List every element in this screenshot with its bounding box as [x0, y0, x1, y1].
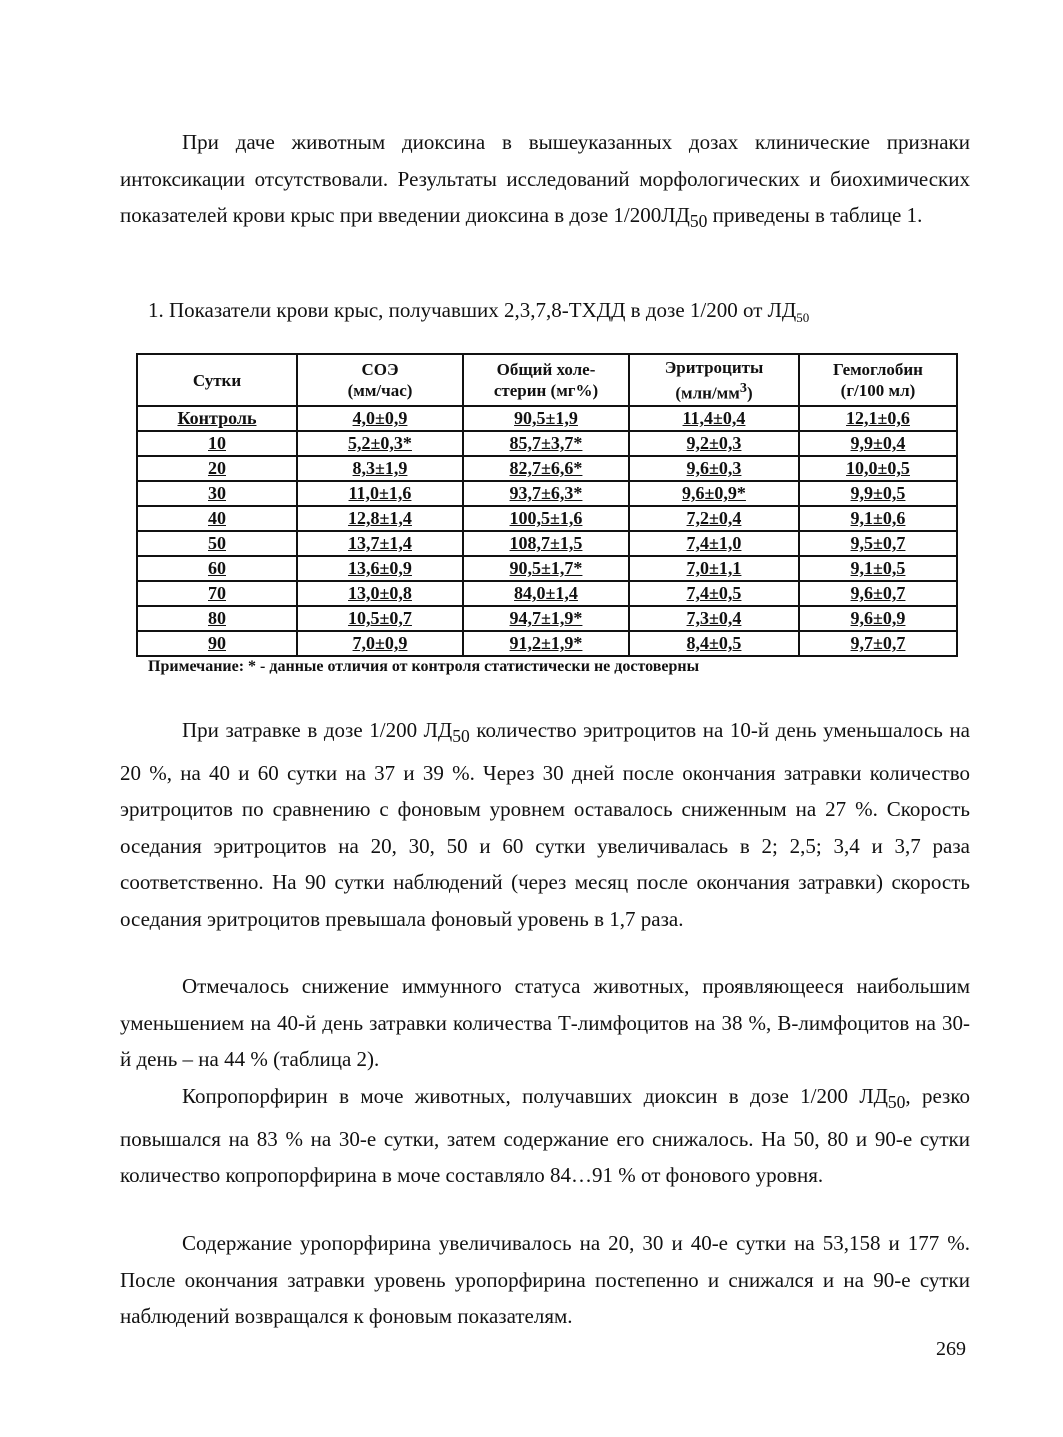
cell-day: 40	[137, 506, 297, 531]
cell-chol: 90,5±1,9	[463, 406, 629, 431]
table-row	[137, 481, 957, 506]
cell-day: 50	[137, 531, 297, 556]
cell-day: 30	[137, 481, 297, 506]
cell-chol: 108,7±1,5	[463, 531, 629, 556]
table-row	[137, 606, 957, 631]
table-row	[137, 581, 957, 606]
table-row	[137, 556, 957, 581]
cell-esr: 4,0±0,9	[297, 406, 463, 431]
page-number: 269	[936, 1338, 966, 1360]
cell-esr: 13,6±0,9	[297, 556, 463, 581]
header-erythrocytes: Эритроциты $(млн/мм^3)$	[629, 354, 799, 406]
cell-esr: 13,7±1,4	[297, 531, 463, 556]
cell-rbc: 7,4±0,5	[629, 581, 799, 606]
cell-hgb: 12,1±0,6	[799, 406, 957, 431]
cell-esr: 8,3±1,9	[297, 456, 463, 481]
cell-rbc: 11,4±0,4	[629, 406, 799, 431]
header-cholesterol: Общий холе- стерин (мг%)	[463, 354, 629, 406]
cell-day: Контроль	[137, 406, 297, 431]
cell-chol: 94,7±1,9*	[463, 606, 629, 631]
cell-hgb: 9,1±0,5	[799, 556, 957, 581]
cell-chol: 84,0±1,4	[463, 581, 629, 606]
cell-chol: 100,5±1,6	[463, 506, 629, 531]
cell-hgb: 9,9±0,4	[799, 431, 957, 456]
cell-rbc: 7,0±1,1	[629, 556, 799, 581]
table-row	[137, 631, 957, 656]
cell-chol: 93,7±6,3*	[463, 481, 629, 506]
paragraph-uroporphyrin: Содержание уропорфирина увеличивалось на 20, 30 и 40-е сутки на 53,158 и 177 %. После окончания затравки уровень уропорфирина постепенно и снижался и на 90-е сутки наблюдений возвращался к фоновым показателям.	[120, 1231, 970, 1328]
header-day: Сутки	[137, 354, 297, 406]
table-row	[137, 456, 957, 481]
cell-day: 90	[137, 631, 297, 656]
cell-esr: 12,8±1,4	[297, 506, 463, 531]
cell-chol: 82,7±6,6*	[463, 456, 629, 481]
cell-esr: 7,0±0,9	[297, 631, 463, 656]
cell-hgb: 10,0±0,5	[799, 456, 957, 481]
cell-day: 60	[137, 556, 297, 581]
cell-rbc: 9,6±0,3	[629, 456, 799, 481]
table-caption: 1. Показатели крови крыс, получавших 2,3,7,8-ТХДД в дозе 1/200 от $ЛД_{50}$	[148, 298, 810, 326]
table-note: Примечание: * - данные отличия от контроля статистически не достоверны	[148, 658, 700, 675]
cell-hgb: 9,1±0,6	[799, 506, 957, 531]
cell-rbc: 7,4±1,0	[629, 531, 799, 556]
paragraph-erythrocytes: При затравке в дозе 1/200 $ЛД_{50}$ количество эритроцитов на 10-й день уменьшалось на 20 %, на 40 и 60 сутки на 37 и 39 %. Через 30 дней после окончания затравки количество эритроцитов по сравнению с фоновым уровнем оставалось сниженным на 27 %. Скорость оседания эритроцитов на 20, 30, 50 и 60 сутки увеличивалась в 2; 2,5; 3,4 и 3,7 раза соответственно. На 90 сутки наблюдений (через месяц после окончания затравки) скорость оседания эритроцитов превышала фоновый уровень в 1,7 раза.	[120, 718, 971, 931]
cell-esr: 5,2±0,3*	[297, 431, 463, 456]
table-body	[137, 406, 957, 656]
table-row	[137, 431, 957, 456]
cell-rbc: 7,3±0,4	[629, 606, 799, 631]
intro-paragraph: При даче животным диоксина в вышеуказанных дозах клинические признаки интоксикации отсутствовали. Результаты исследований морфологических и биохимических показателей крови крыс при введении диоксина в дозе $1/200ЛД_{50}$ приведены в таблице 1.	[120, 130, 970, 232]
table-row	[137, 406, 957, 431]
cell-hgb: 9,5±0,7	[799, 531, 957, 556]
cell-esr: 13,0±0,8	[297, 581, 463, 606]
cell-chol: 91,2±1,9*	[463, 631, 629, 656]
cell-hgb: 9,9±0,5	[799, 481, 957, 506]
cell-rbc: 9,2±0,3	[629, 431, 799, 456]
cell-hgb: 9,6±0,7	[799, 581, 957, 606]
cell-esr: 11,0±1,6	[297, 481, 463, 506]
cell-chol: 90,5±1,7*	[463, 556, 629, 581]
intro-subscript: 50	[689, 211, 708, 232]
cell-esr: 10,5±0,7	[297, 606, 463, 631]
table-row	[137, 506, 957, 531]
paragraph-coproporphyrin: Копропорфирин в моче животных, получавших диоксин в дозе 1/200 $ЛД_{50}$, резко повышался на 83 % на 30-е сутки, затем содержание его снижалось. На 50, 80 и 90-е сутки количество копропорфирина в моче составляло 84…91 % от фонового уровня.	[120, 1084, 970, 1188]
cell-rbc: 8,4±0,5	[629, 631, 799, 656]
cell-day: 10	[137, 431, 297, 456]
cell-day: 80	[137, 606, 297, 631]
cell-rbc: 9,6±0,9*	[629, 481, 799, 506]
header-esr: СОЭ (мм/час)	[297, 354, 463, 406]
table-row	[137, 531, 957, 556]
cell-chol: 85,7±3,7*	[463, 431, 629, 456]
cell-hgb: 9,7±0,7	[799, 631, 957, 656]
table-header-row	[137, 354, 957, 406]
cell-day: 20	[137, 456, 297, 481]
blood-indices-table	[136, 353, 958, 657]
header-hemoglobin: Гемоглобин (г/100 мл)	[799, 354, 957, 406]
paragraph-immune-status: Отмечалось снижение иммунного статуса животных, проявляющееся наибольшим уменьшением на 40-й день затравки количества Т-лимфоцитов на 38 %, В-лимфоцитов на 30-й день – на 44 % (таблица 2).	[120, 974, 970, 1071]
cell-day: 70	[137, 581, 297, 606]
cell-rbc: 7,2±0,4	[629, 506, 799, 531]
cell-hgb: 9,6±0,9	[799, 606, 957, 631]
